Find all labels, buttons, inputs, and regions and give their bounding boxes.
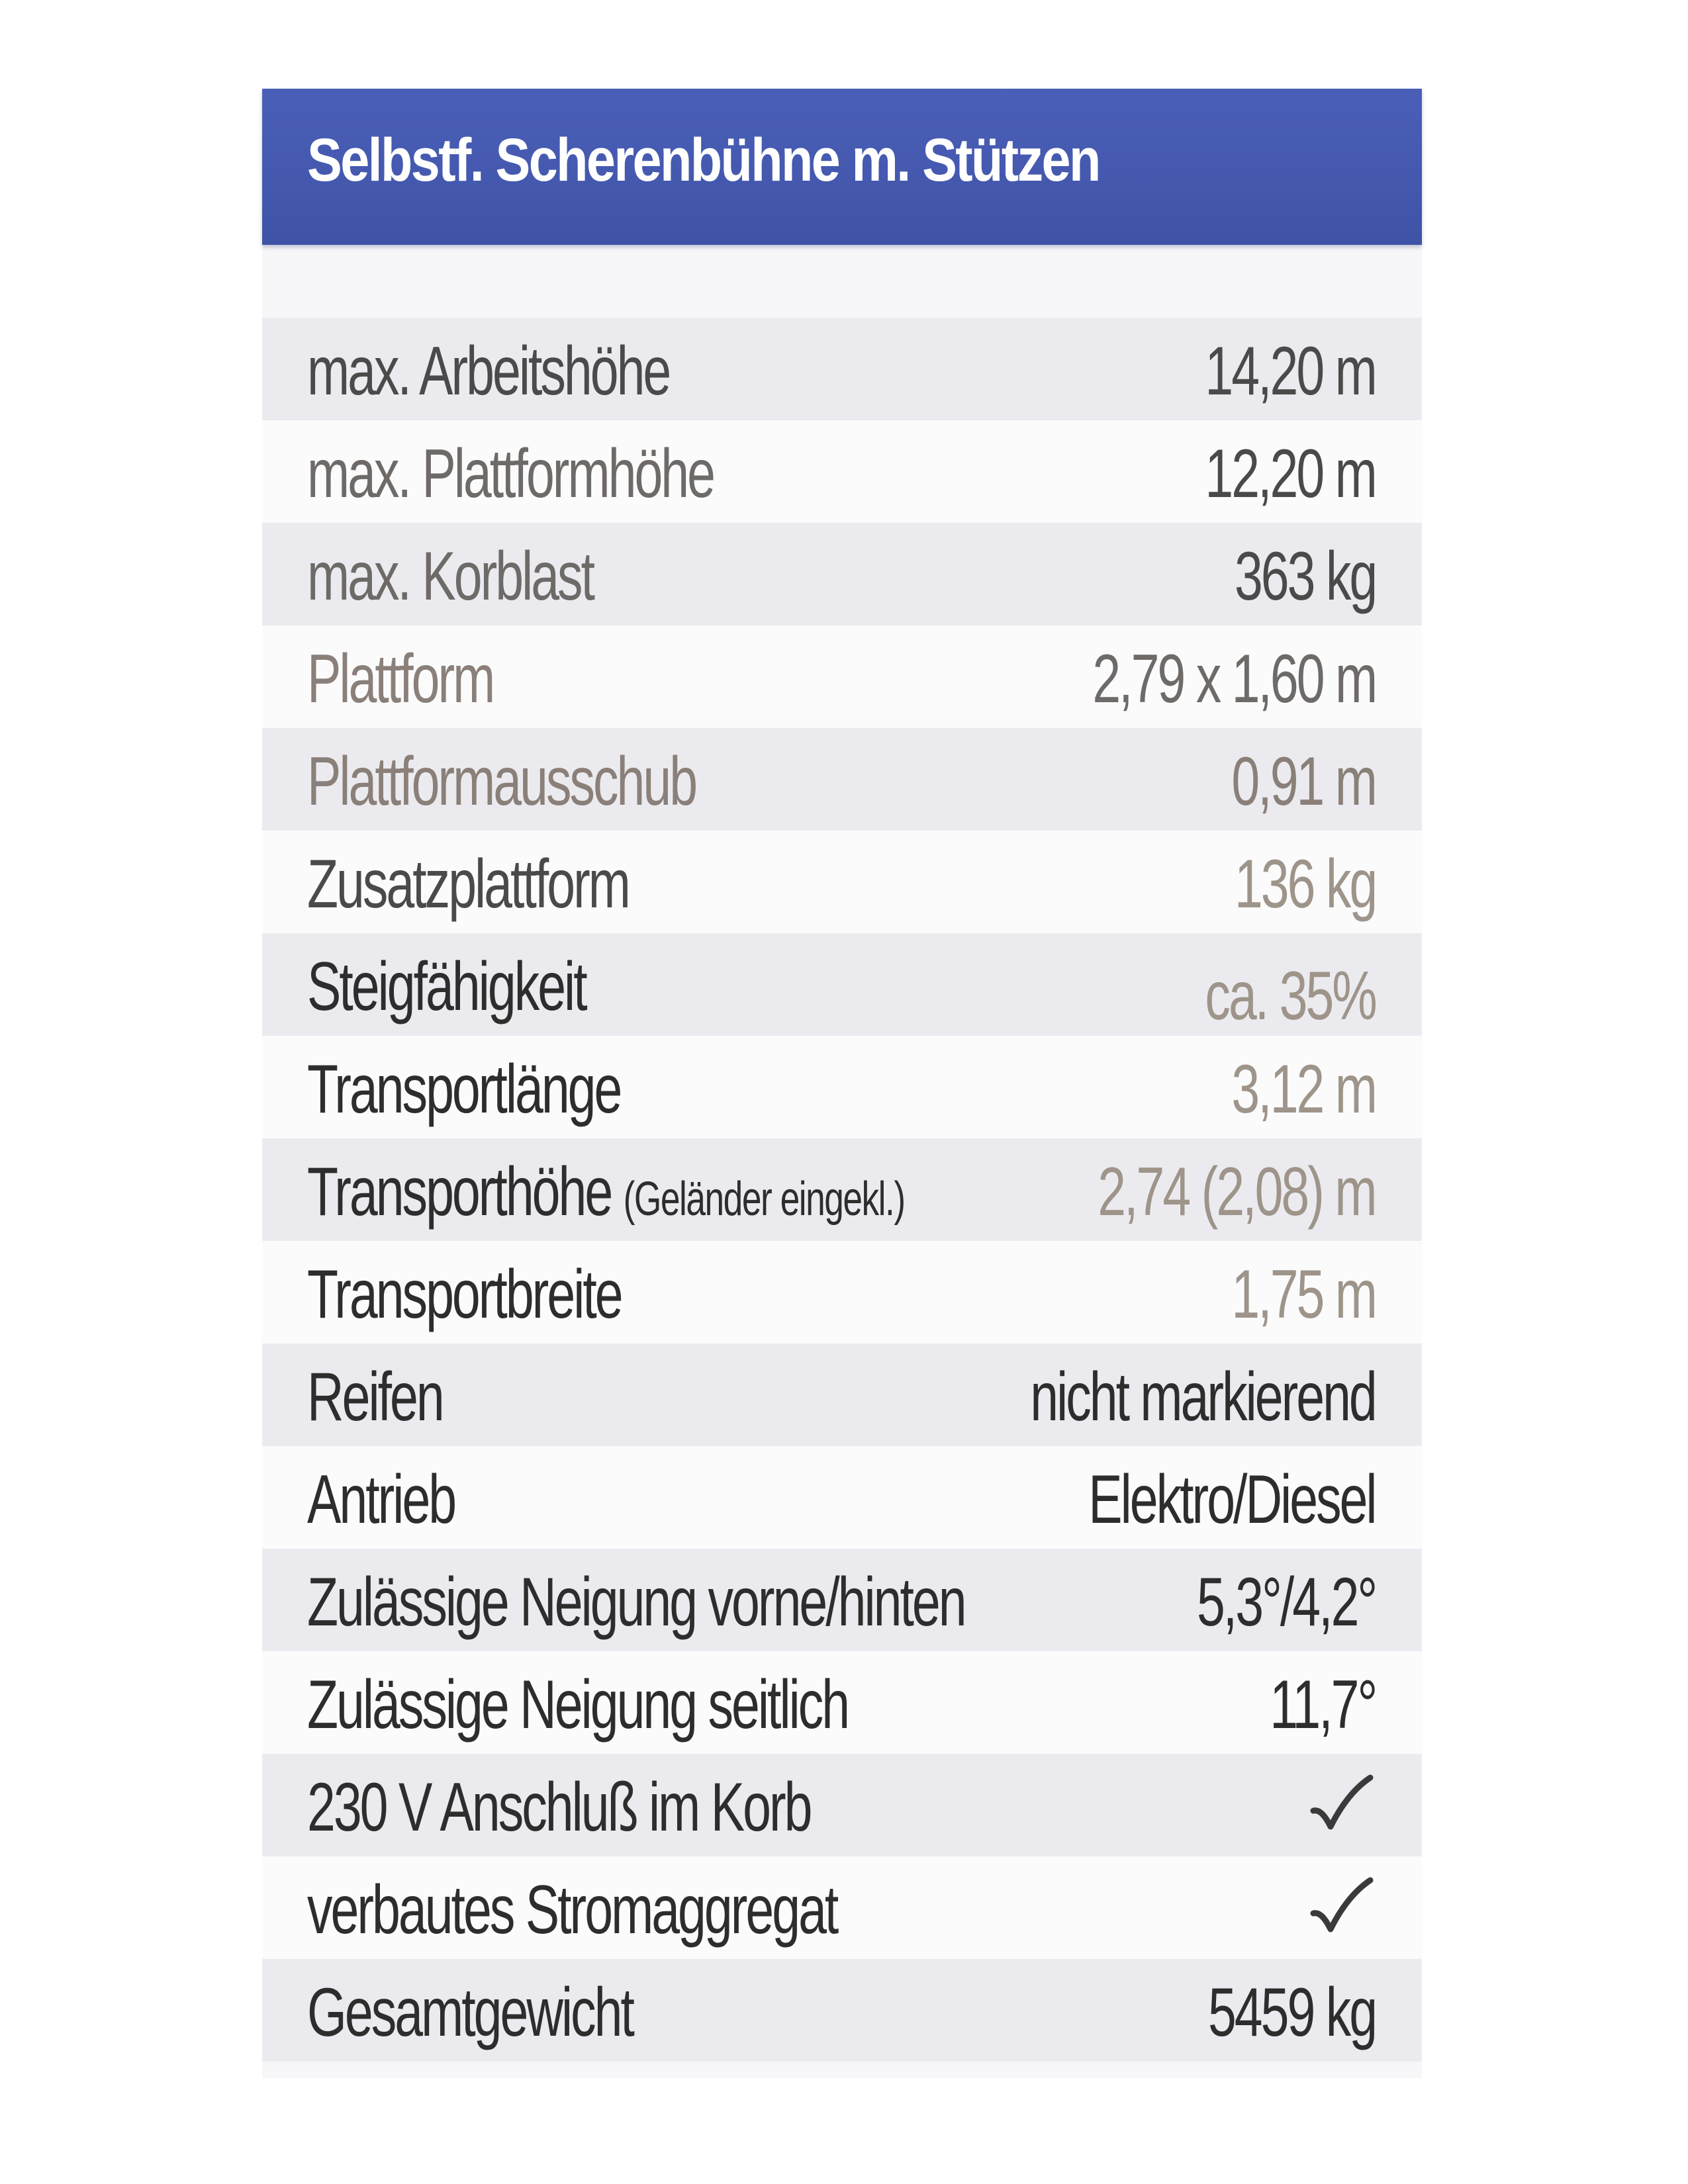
spec-label: Transportlänge (307, 1051, 621, 1128)
spec-sheet (262, 89, 1422, 2078)
spec-label: Zulässige Neigung seitlich (307, 1666, 849, 1743)
spec-label: max. Arbeitshöhe (307, 333, 670, 410)
spec-row (262, 1446, 1422, 1549)
spec-value: nicht markierend (1030, 1359, 1376, 1435)
spec-label: max. Korblast (307, 538, 593, 615)
spec-value: 14,20 m (1205, 333, 1376, 410)
spec-row (262, 1138, 1422, 1241)
spec-list (262, 318, 1422, 2062)
spec-value: 1,75 m (1231, 1256, 1376, 1333)
spec-value: ca. 35% (1205, 958, 1376, 1034)
checkmark-icon (1308, 1772, 1374, 1839)
spec-row (262, 1343, 1422, 1446)
spec-row (262, 728, 1422, 831)
spec-value: 363 kg (1234, 538, 1376, 615)
spec-row (262, 420, 1422, 523)
spec-label: Zusatzplattform (307, 846, 629, 923)
spec-value: 3,12 m (1231, 1051, 1376, 1128)
spec-row (262, 1959, 1422, 2062)
spec-label: Gesamtgewicht (307, 1974, 633, 2051)
spec-row (262, 1754, 1422, 1856)
spec-value: 0,91 m (1231, 743, 1376, 820)
spec-row (262, 318, 1422, 420)
spec-value: 5,3°/4,2° (1196, 1564, 1376, 1641)
spec-value: 5459 kg (1207, 1974, 1376, 2051)
spec-label: 230 V Anschluß im Korb (307, 1769, 811, 1846)
spec-row (262, 1036, 1422, 1138)
spec-value: 136 kg (1234, 846, 1376, 923)
spec-label: Steigfähigkeit (307, 948, 586, 1025)
spec-header (262, 89, 1422, 245)
checkmark-icon (1308, 1875, 1374, 1941)
spec-row (262, 933, 1422, 1036)
spec-label: Transporthöhe (307, 1154, 612, 1230)
spec-value: 2,74 (2,08) m (1098, 1154, 1376, 1230)
spec-label: Zulässige Neigung vorne/hinten (307, 1564, 965, 1641)
spec-row (262, 1856, 1422, 1959)
spec-value: 2,79 x 1,60 m (1092, 641, 1376, 717)
spec-row (262, 1651, 1422, 1754)
spec-label: Plattformausschub (307, 743, 696, 820)
spec-label: Plattform (307, 641, 494, 717)
spec-label: Transportbreite (307, 1256, 622, 1333)
spec-value: 12,20 m (1205, 435, 1376, 512)
spec-label-with-note (307, 1153, 905, 1232)
spec-label: max. Plattformhöhe (307, 435, 714, 512)
spec-value: Elektro/Diesel (1088, 1461, 1376, 1538)
spec-row (262, 831, 1422, 933)
spec-label: verbautes Stromaggregat (307, 1872, 837, 1948)
spec-row (262, 523, 1422, 625)
spec-title: Selbstf. Scherenbühne m. Stützen (307, 126, 1100, 194)
spec-label: Reifen (307, 1359, 443, 1435)
spec-row (262, 1241, 1422, 1343)
spec-value: 11,7° (1269, 1666, 1376, 1743)
spec-row (262, 1549, 1422, 1651)
spec-label: Antrieb (307, 1461, 455, 1538)
spec-row (262, 625, 1422, 728)
spec-label-note: (Geländer eingekl.) (623, 1173, 905, 1226)
